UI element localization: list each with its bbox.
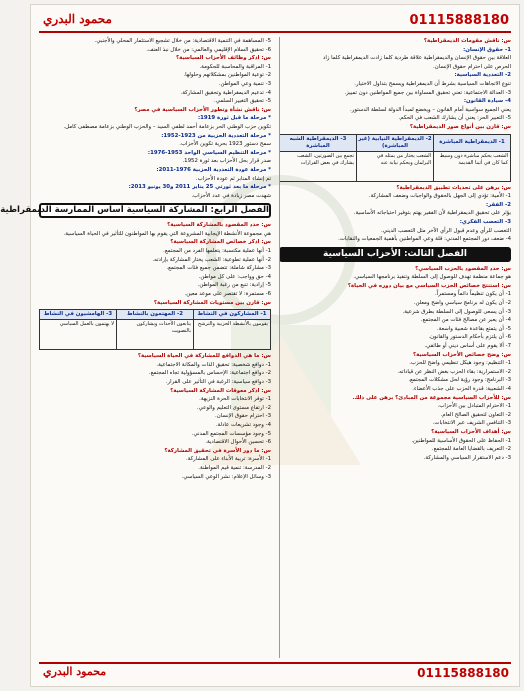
list-item: 4- سيادة القانون: <box>463 98 511 105</box>
page-footer <box>39 662 511 680</box>
list-item: 3- مشاركة شاملة: تتضمن جميع فئات المجتمع. <box>166 265 271 272</box>
header-phone: 01115888180 <box>409 13 509 28</box>
list-item: 2- التعريف بالقضايا العامة للمجتمع. <box>431 446 511 453</box>
list-item: 2- أنها عملية تطوعية: الشعب يختار المشاركة بإرادته. <box>152 256 271 263</box>
list-item: 3- التعصب الفكري: <box>459 218 511 225</box>
table-header-cell: 3- الهامشيون في النشاط <box>40 310 117 320</box>
list-item: 6- أن يلتزم بأحكام الدستور والقانون. <box>428 334 511 341</box>
list-item: 1- التنظيم: وجود هيكل تنظيمي واضح للحزب. <box>409 360 511 367</box>
list-item: 2- التعاون لتحقيق الصالح العام. <box>440 411 511 418</box>
list-item: يعني الجميع سواسية أمام القانون – ويخضع لمبدأ الدولة لسلطة الدستور. <box>350 106 511 113</box>
table-cell: يتابعون الأحداث ويشاركون بالتصويت <box>117 320 194 350</box>
question-heading: س: حدد المقصود بالحزب السياسي؟ <box>415 265 511 272</box>
list-item: * مرحلة التنظيم السياسي الواحد 1953-1976: <box>147 149 271 156</box>
list-item: 3- التنافس الشريف عبر الانتخابات. <box>432 420 511 427</box>
list-item: تكوين حزب الوطني الحر بزعامة أحمد لطفي السيد – والحزب الوطني بزعامة مصطفى كامل. <box>63 123 271 130</box>
list-item: 6- تحسين الأحوال الاقتصادية. <box>205 439 271 446</box>
list-item: 5- أن يتمتع بقاعدة شعبية واسعة. <box>437 325 511 332</box>
footer-brand: محمود البدري <box>43 665 107 678</box>
question-heading: س: اذكر وظائف الأحزاب السياسية؟ <box>176 55 271 62</box>
list-item: 2- ارتفاع مستوى التعليم والوعي. <box>196 404 271 411</box>
list-item: 3- دعم الاستقرار السياسي والمشاركة. <box>423 454 511 461</box>
list-item: 6- تحقيق السلام الإقليمي والعالمي: من خلال نبذ العنف. <box>146 46 271 53</box>
list-item: 2- التعددية السياسية: <box>454 72 511 79</box>
list-item: 1- دوافع شخصية: تحقيق الذات والمكانة الاجتماعية. <box>156 361 271 368</box>
question-heading: س: وضح خصائص الأحزاب السياسية؟ <box>413 351 511 358</box>
right-column <box>279 37 511 658</box>
list-item: 2- دوافع اجتماعية: الإحساس بالمسؤولية تجاه المجتمع. <box>148 370 271 377</box>
list-item: * مرحلة ما بعد ثورتي 25 يناير 2011 و30 يونيو 2013: <box>128 184 271 191</box>
table-cell: الشعب يحكم مباشرة دون وسيط كما كان في أثينا القديمة <box>434 151 511 181</box>
question-heading: س: أهداف الأحزاب السياسية؟ <box>431 428 511 435</box>
list-item: 2- المدرسة: تنمية قيم المواطنة. <box>198 464 271 471</box>
list-item: العلاقة بين حقوق الإنسان والديمقراطية علاقة طردية كلما زادت الديمقراطية كلما زاد <box>322 55 511 62</box>
table-cell: يقومون بالأنشطة الحزبية والترشح <box>194 320 271 350</box>
list-item: 4- وجود تشريعات عادلة. <box>215 421 271 428</box>
table-header-cell: 2- المهتمون بالنشاط <box>117 310 194 320</box>
list-item: 3- أن يسعى للوصول إلى السلطة بطرق شرعية. <box>402 308 511 315</box>
question-heading: س: ناقش مقومات الديمقراطية؟ <box>423 38 511 44</box>
list-item: 1- المراقبة والمحاسبة للحكومة. <box>199 63 271 70</box>
list-item: 3- احترام حقوق الإنسان. <box>214 413 271 420</box>
list-item: هي مجموعة الأنشطة الإيجابية المشروعة التي يقوم بها المواطنون للتأثير في الحياة السياسية. <box>63 230 271 237</box>
list-item: 5- وجود مؤسسات المجتمع المدني. <box>191 430 271 437</box>
table-header-cell: 1- الديمقراطية المباشرة <box>434 134 511 151</box>
document-page <box>0 4 520 687</box>
list-item: هو جماعة منظمة تهدف للوصول إلى السلطة وتنفيذ برنامجها السياسي. <box>353 274 511 281</box>
table-header-cell: 3- الديمقراطية الشبه المباشرة <box>280 134 357 151</box>
chapter-banner: الفصل الرابع: المشاركة السياسية أساس الممارسة الديمقراطية <box>39 203 271 218</box>
list-item: 3- دوافع سياسية: الرغبة في التأثير على القرار. <box>165 379 271 385</box>
question-heading: س: قارن بين مستويات المشاركة السياسية؟ <box>153 299 271 306</box>
left-column <box>0 37 271 658</box>
question-heading: س: برهن على تحديات تطبيق الديمقراطية؟ <box>396 184 511 191</box>
list-item: 5- المساهمة في التنمية الاقتصادية: من خلال تشجيع الاستثمار المحلي والأجنبي. <box>94 38 271 44</box>
list-item: 1- أن يكون تنظيماً دائماً ومستمراً. <box>435 291 511 298</box>
list-item: 4- ضعف دور المجتمع المدني: قلة وعي المواطنين بأهمية الجمعيات والنقابات. <box>338 236 511 243</box>
question-heading: س: ما هي الدوافع للمشاركة في الحياة السياسية؟ <box>137 353 271 360</box>
list-item: 3- وسائل الإعلام: نشر الوعي السياسي. <box>181 473 271 480</box>
list-item: 1- حقوق الإنسان: <box>463 46 511 53</box>
comparison-table <box>279 134 511 182</box>
list-item: يؤثر على تحقيق الديمقراطية لأن الفقير يهتم بتوفير احتياجاته الأساسية. <box>353 210 511 217</box>
question-heading: س: استنتج خصائص الحزب السياسي مع بيان دوره في الحياة؟ <box>347 282 511 289</box>
list-item: 7- ألا يقوم على أساس ديني أو طائفي. <box>424 343 511 350</box>
question-heading: س: ناقش نشأة وتطور الأحزاب السياسية في مصر؟ <box>134 106 271 113</box>
list-item: تم إنشاء المنابر ثم عودة الأحزاب. <box>195 175 271 182</box>
list-item: سمح دستور 1923 بحرية تكوين الأحزاب. <box>179 141 271 148</box>
list-item: صدر قرار بحل الأحزاب بعد ثورة 1952. <box>182 158 271 165</box>
list-item: 2- الفقر: <box>485 201 511 208</box>
list-item: شهدت مصر زيادة في عدد الأحزاب. <box>191 192 271 199</box>
list-item: 1- الاحترام المتبادل بين الأحزاب. <box>437 403 511 410</box>
table-header-cell: 1- المشاركون في النشاط <box>194 310 271 320</box>
list-item: 4- الشعبية: قدرة الحزب على جذب الأعضاء. <box>412 386 511 392</box>
list-item: * مرحلة التعددية الحزبية من 1923-1952: <box>161 132 271 139</box>
list-item: 4- أن يعبر عن مصالح فئات من المجتمع. <box>420 317 511 324</box>
list-item: 4- تدعيم الديمقراطية وتحقيق المشاركة. <box>180 89 271 96</box>
list-item: 1- الأمية: تؤدي إلى الجهل بالحقوق والواجبات وضعف المشاركة. <box>368 193 511 200</box>
list-item: 2- أن يكون له برنامج سياسي واضح ومعلن. <box>413 300 511 307</box>
list-item: * مرحلة عودة التعددية الحزبية 1976-2011: <box>156 166 271 173</box>
list-item: * مرحلة ما قبل ثورة 1919: <box>197 115 271 122</box>
list-item: 5- تحقيق التغيير السلمي. <box>213 98 271 105</box>
list-item: 1- أنها عملية مكتسبة: يتعلمها الفرد من المجتمع. <box>163 248 271 255</box>
footer-phone: 01115888180 <box>417 666 509 680</box>
list-item: 3- العدالة الاجتماعية: تعني تحقيق المساواة بين جميع المواطنين دون تمييز. <box>344 89 511 96</box>
question-heading: س: حدد المقصود بالمشاركة السياسية؟ <box>167 222 271 229</box>
list-item: 6- مستمرة: لا تقتصر على موعد معين. <box>184 291 271 298</box>
list-item: 3- البرنامج: وجود رؤية لحل مشكلات المجتمع. <box>408 377 511 384</box>
table-cell: تجمع بين الصورتين، الشعب يشارك في بعض القرارات <box>280 151 357 181</box>
question-heading: س: ما دور الأسرة في تحقيق المشاركة؟ <box>164 447 271 454</box>
list-item: 5- إرادية: تنبع من رغبة المواطن. <box>197 282 271 289</box>
column-divider <box>279 37 280 658</box>
list-item: 1- الحفاظ على الحقوق الأساسية للمواطنين. <box>411 437 511 444</box>
question-heading: س: للأحزاب السياسية مجموعة من المبادئ؟ برهن على ذلك. <box>352 394 511 401</box>
question-heading: س: اذكر معوقات المشاركة السياسية؟ <box>170 387 271 394</box>
list-item: الحرص على احترام حقوق الإنسان. <box>433 63 511 70</box>
list-item: 2- توعية المواطنين بمشكلاتهم وحلولها. <box>183 72 271 79</box>
list-item: 3- تنمية وعي المواطن. <box>218 80 271 87</box>
chapter-banner: الفصل الثالث: الأحزاب السياسية <box>279 247 511 262</box>
header-brand: محمود البدري <box>43 12 112 26</box>
table-cell: لا يهتمون بالعمل السياسي <box>40 320 117 350</box>
page-header <box>39 11 511 33</box>
question-heading: س: قارن بين أنواع صور الديمقراطية؟ <box>409 123 511 130</box>
list-item: 1- الأسرة: تربية الأبناء على المشاركة. <box>186 456 271 463</box>
list-item: تنوع الاتجاهات السياسية بشرط أن الديمقراطية ويسمح بتداول الاختيار. <box>354 80 511 87</box>
question-heading: س: اذكر خصائص المشاركة السياسية؟ <box>170 239 271 246</box>
list-item: التعصب للرأي وعدم قبول الرأي الآخر مثل التعصب الديني. <box>381 227 511 234</box>
table-cell: الشعب يختار من يمثله في البرلمان ويحكم نيابة عنه <box>357 151 434 181</box>
list-item: 5- التعبير الحر: يعني أن يشارك الشعب في الحكم. <box>398 115 511 122</box>
list-item: 1- توفر الانتخابات الحرة النزيهة. <box>199 396 271 403</box>
list-item: 2- الاستمرارية: بقاء الحزب بغض النظر عن قياداته. <box>397 368 511 375</box>
table-header-cell: 2- الديمقراطية النيابية (غير المباشرة) <box>357 134 434 151</box>
list-item: 4- حق وواجب: على كل مواطن. <box>198 273 271 280</box>
comparison-table <box>39 309 271 350</box>
